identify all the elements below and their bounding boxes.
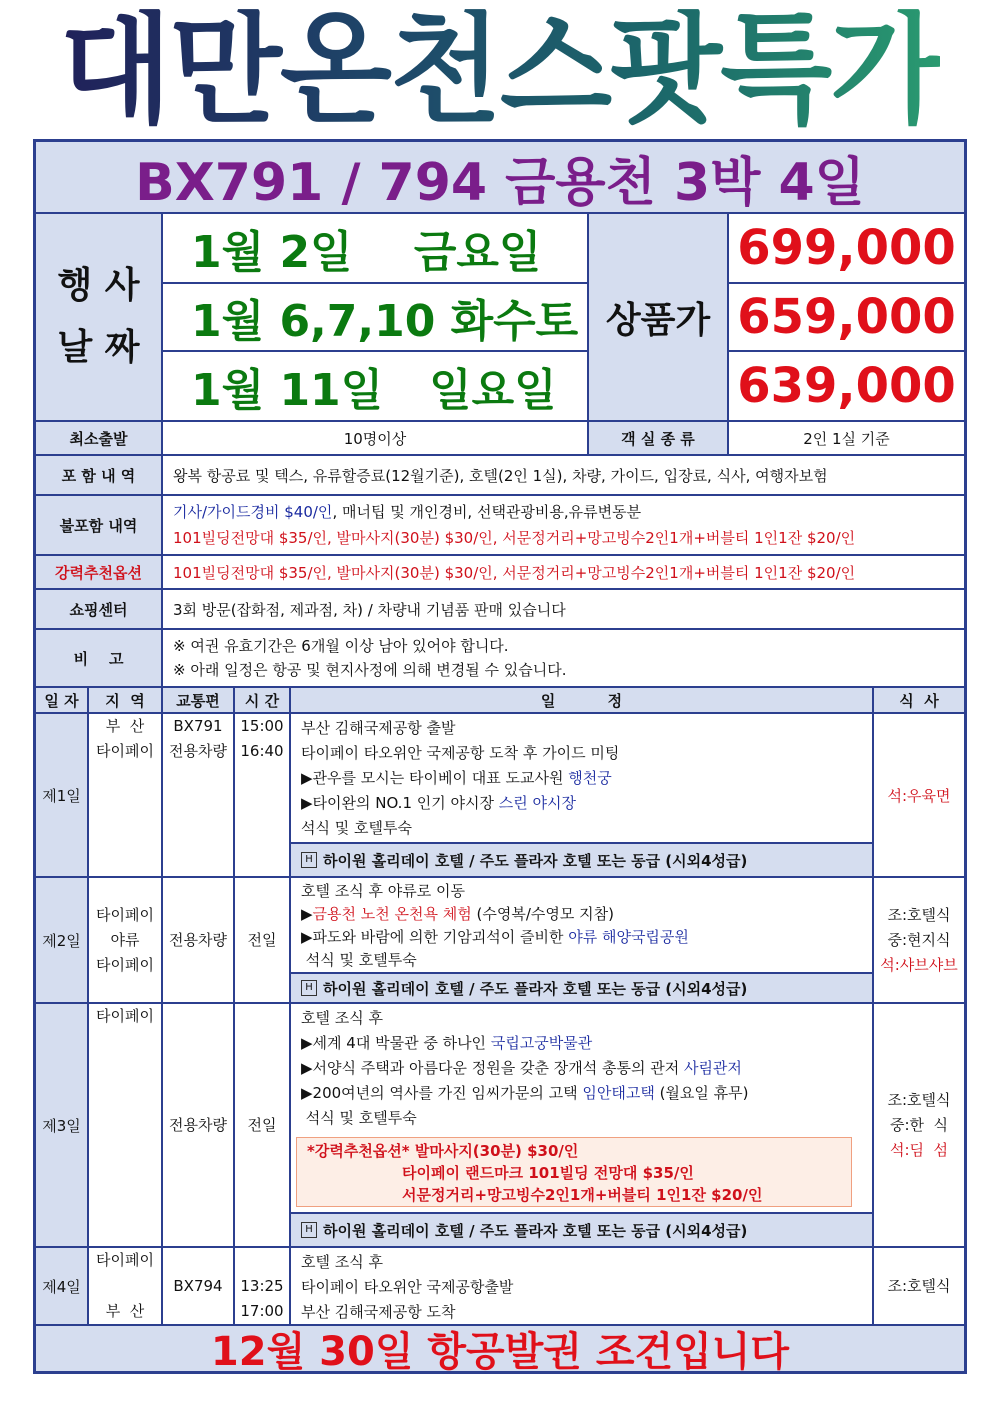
day3-day: 제3일 bbox=[35, 1003, 88, 1247]
col-meal: 식 사 bbox=[873, 687, 965, 713]
note-value: ※ 여권 유효기간은 6개월 이상 남아 있어야 합니다. ※ 아래 일정은 항공 및 현지사정에 의해 변경될 수 있습니다. bbox=[162, 629, 965, 687]
day4-transport: BX794 bbox=[162, 1247, 234, 1325]
exclude-value: 기사/가이드경비 $40/인, 매너팁 및 개인경비, 선택관광비용,유류변동분 101빌딩전망대 $35/인, 발마사지(30분) $30/인, 서문정거리+망고빙수2인1개+버블티 1인1잔 $20/인 bbox=[162, 495, 965, 555]
day3-hotel: H 하이원 홀리데이 호텔 / 주도 플라자 호텔 또는 동급 (시외4성급) bbox=[290, 1213, 873, 1247]
day4-region: 타이페이 부 산 bbox=[88, 1247, 162, 1325]
day2-schedule: 호텔 조식 후 야류로 이동 ▶금용천 노천 온천욕 체험 (수영복/수영모 지참) ▶파도와 바람에 의한 기암괴석이 즐비한 야류 해양국립공원 석식 및 호텔투숙 bbox=[290, 877, 873, 973]
page-title: 대만온천스팟특가 bbox=[59, 0, 941, 141]
price-1: 699,000 bbox=[728, 213, 965, 283]
day2-meal: 조:호텔식 중:현지식 석:샤브샤브 bbox=[873, 877, 965, 1003]
day4-time: 13:25 17:00 bbox=[234, 1247, 290, 1325]
room-type-value: 2인 1실 기준 bbox=[728, 421, 965, 455]
include-value: 왕복 항공료 및 텍스, 유류할증료(12월기준), 호텔(2인 1실), 차량, 가이드, 입장료, 식사, 여행자보험 bbox=[162, 455, 965, 495]
include-label: 포 함 내 역 bbox=[35, 455, 162, 495]
day1-transport: BX791 전용차량 bbox=[162, 713, 234, 877]
day4-meal: 조:호텔식 bbox=[873, 1247, 965, 1325]
day1-schedule: 부산 김해국제공항 출발 타이페이 타오위안 국제공항 도착 후 가이드 미팅 ▶관우를 모시는 타이베이 대표 도교사원 행천궁 ▶타이완의 NO.1 인기 야시장 스린 야시장 석식 및 호텔투숙 bbox=[290, 713, 873, 843]
option-value: 101빌딩전망대 $35/인, 발마사지(30분) $30/인, 서문정거리+망고빙수2인1개+버블티 1인1잔 $20/인 bbox=[162, 555, 965, 589]
room-type-label: 객 실 종 류 bbox=[588, 421, 728, 455]
day1-hotel: H 하이원 홀리데이 호텔 / 주도 플라자 호텔 또는 동급 (시외4성급) bbox=[290, 843, 873, 877]
day2-transport: 전용차량 bbox=[162, 877, 234, 1003]
col-time: 시 간 bbox=[234, 687, 290, 713]
departure-label: 행 사 날 짜 bbox=[35, 213, 162, 421]
col-region: 지 역 bbox=[88, 687, 162, 713]
option-label: 강력추천옵션 bbox=[35, 555, 162, 589]
footer-notice: 12월 30일 항공발권 조건입니다 bbox=[35, 1325, 965, 1372]
day1-region: 부 산 타이페이 bbox=[88, 713, 162, 877]
day2-day: 제2일 bbox=[35, 877, 88, 1003]
min-departure-label: 최소출발 bbox=[35, 421, 162, 455]
itinerary-sheet bbox=[33, 139, 967, 1374]
day2-time: 전일 bbox=[234, 877, 290, 1003]
day3-meal: 조:호텔식 중:한 식 석:딤 섬 bbox=[873, 1003, 965, 1247]
departure-date-2: 1월 6,7,10 화수토 bbox=[162, 283, 588, 351]
price-label: 상품가 bbox=[588, 213, 728, 421]
hotel-icon: H bbox=[301, 980, 317, 996]
day1-day: 제1일 bbox=[35, 713, 88, 877]
day1-meal: 석:우육면 bbox=[873, 713, 965, 877]
day3-region: 타이페이 bbox=[88, 1003, 162, 1247]
day2-region: 타이페이 야류 타이페이 bbox=[88, 877, 162, 1003]
price-2: 659,000 bbox=[728, 283, 965, 351]
col-day: 일 자 bbox=[35, 687, 88, 713]
subtitle: BX791 / 794 금용천 3박 4일 bbox=[35, 141, 965, 213]
hotel-icon: H bbox=[301, 852, 317, 868]
min-departure-value: 10명이상 bbox=[162, 421, 588, 455]
price-3: 639,000 bbox=[728, 351, 965, 421]
departure-date-1: 1월 2일 금요일 bbox=[162, 213, 588, 283]
day1-time: 15:00 16:40 bbox=[234, 713, 290, 877]
col-schedule: 일 정 bbox=[290, 687, 873, 713]
day3-schedule: 호텔 조식 후 ▶세계 4대 박물관 중 하나인 국립고궁박물관 ▶서양식 주택과 아름다운 정원을 갖춘 장개석 총통의 관저 사림관저 ▶200여년의 역사를 가진 임씨가문의 고택 임안태고택 (월요일 휴무) 석식 및 호텔투숙 bbox=[290, 1003, 873, 1213]
day4-day: 제4일 bbox=[35, 1247, 88, 1325]
day3-time: 전일 bbox=[234, 1003, 290, 1247]
shopping-value: 3회 방문(잡화점, 제과점, 차) / 차량내 기념품 판매 있습니다 bbox=[162, 589, 965, 629]
col-transport: 교통편 bbox=[162, 687, 234, 713]
shopping-label: 쇼핑센터 bbox=[35, 589, 162, 629]
note-label: 비 고 bbox=[35, 629, 162, 687]
day4-schedule: 호텔 조식 후 타이페이 타오위안 국제공항출발 부산 김해국제공항 도착 bbox=[290, 1247, 873, 1325]
day3-option-box: *강력추천옵션* 발마사지(30분) $30/인 타이페이 랜드마크 101빌딩 전망대 $35/인 서문정거리+망고빙수2인1개+버블티 1인1잔 $20/인 bbox=[296, 1137, 852, 1207]
hotel-icon: H bbox=[301, 1222, 317, 1238]
departure-date-3: 1월 11일 일요일 bbox=[162, 351, 588, 421]
day3-transport: 전용차량 bbox=[162, 1003, 234, 1247]
exclude-label: 불포함 내역 bbox=[35, 495, 162, 555]
day2-hotel: H 하이원 홀리데이 호텔 / 주도 플라자 호텔 또는 동급 (시외4성급) bbox=[290, 973, 873, 1003]
